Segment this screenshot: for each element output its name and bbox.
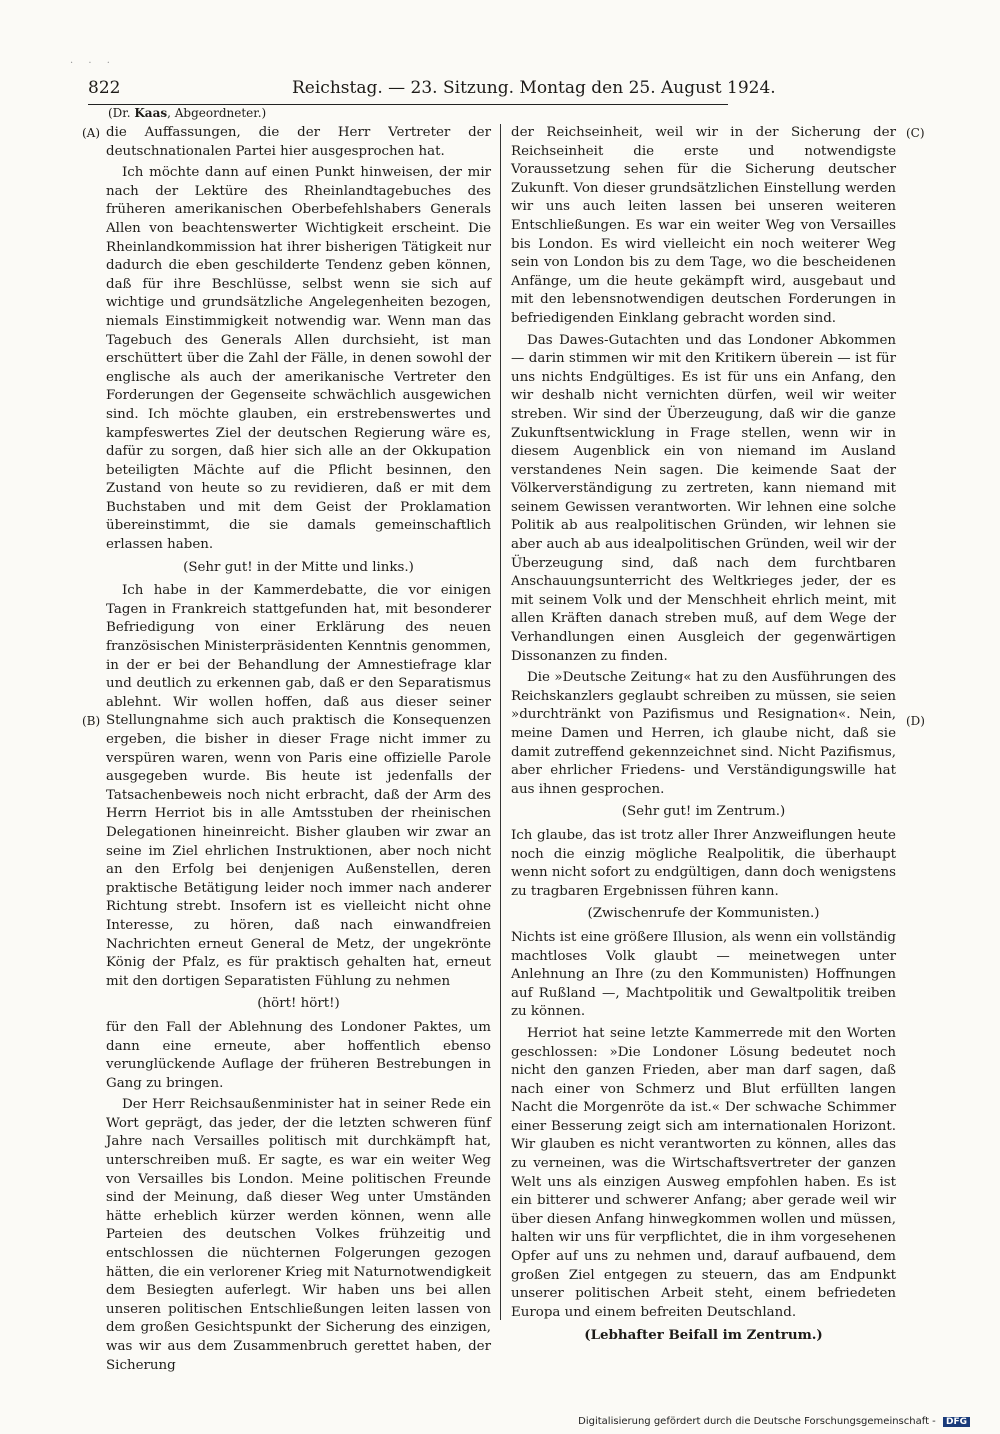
dfg-logo: DFG (943, 1417, 970, 1427)
page-header (88, 78, 776, 105)
margin-marker-d: (D) (906, 714, 925, 728)
column-divider (500, 124, 501, 1320)
interjection: (Zwischenrufe der Kommunisten.) (587, 906, 820, 922)
speaker-name: Kaas (134, 106, 168, 120)
interjection: (hört! hört!) (257, 996, 340, 1012)
speaker-role: , Abgeordneter.) (167, 106, 267, 120)
paragraph: Der Herr Reichsaußenminister hat in seiner Rede ein Wort geprägt, das jeder, der die letzten schweren fünf Jahre nach Versailles politisch mit durchkämpft hat, unterschreiben muß. Er sagte, es war ein weiter Weg von Versailles bis London. Meine politischen Freunde sind der Meinung, daß dieser Weg unter Umständen hätte erheblich kürzer werden können, wenn alle Parteien des deutschen Volkes frühzeitig und entschlossen die nüchternen Folgerungen gezogen hätten, die ein verlorener Krieg mit Naturnotwendigkeit dem Besiegten auferlegt. Wir haben uns bei allen unseren politischen Entschließungen leiten lassen von dem großen Gesichtspunkt der Sicherung des einzigen, was wir aus dem Zusammenbruch gerettet haben, der Sicherung (106, 1097, 491, 1373)
running-title: Reichstag. — 23. Sitzung. Montag den 25. August 1924. (292, 78, 776, 98)
footer-credit (578, 1416, 970, 1427)
paragraph: Ich habe in der Kammerdebatte, die vor einigen Tagen in Frankreich stattgefunden hat, mit besonderer Befriedigung von einer Erklärung des neuen französischen Ministerpräsidenten Kenntnis genommen, in der er bei der Behandlung der Amnestiefrage klar und deutlich zu erkennen gab, daß er den Separatismus ablehnt. Wir wollen hoffen, daß aus dieser seiner Stellungnahme sich auch praktisch die Konsequenzen ergeben, die bisher in dieser Frage nicht immer zu verspüren waren, wenn von Paris eine offizielle Parole ausgegeben wurde. Bis heute ist jedenfalls der Tatsachenbeweis noch nicht erbracht, daß der Arm des Herrn Herriot bis in alle Amtsstuben der rheinischen Delegationen hineinreicht. Bisher glauben wir zwar an seine im Ziel ehrlichen Instruktionen, aber noch nicht an den Erfolg bei denjenigen Außenstellen, deren praktische Betätigung leider noch immer nach anderer Richtung strebt. Insofern ist es vielleicht nicht ohne Interesse, zu hören, daß nach einwandfreien Nachrichten erneut General de Metz, der ungekrönte König der Pfalz, es für praktisch gehalten hat, erneut mit den dortigen Separatisten Fühlung zu nehmen (106, 583, 491, 989)
credit-text: Digitalisierung gefördert durch die Deutsche Forschungsgemeinschaft - (578, 1416, 936, 1427)
paragraph: die Auffassungen, die der Herr Vertreter der deutschnationalen Partei hier ausgesprochen hat. (106, 125, 491, 159)
speaker-prefix: (Dr. (108, 106, 131, 120)
paragraph: Das Dawes-Gutachten und das Londoner Abkommen — darin stimmen wir mit den Kritikern überein — ist für uns nichts Endgültiges. Es ist für uns ein Anfang, den wir deshalb nicht vernichten dürfen, weil wir weiter streben. Wir sind der Überzeugung, daß wir die ganze Zukunftsentwicklung in Frage stellen, wenn wir in diesem Augenblick ein von niemand im Ausland verstandenes Nein sagen. Die keimende Saat der Völkerverständigung zu zertreten, kann niemand mit seinem Gewissen verantworten. Wir lehnen eine solche Politik ab aus realpolitischen Gründen, wir lehnen sie aber auch ab aus idealpolitischen Gründen, weil wir der Überzeugung sind, daß nach dem furchtbaren Anschauungsunterricht des Weltkrieges jeder, der es mit seinem Volk und der Menschheit ehrlich meint, mit allen Kräften danach streben muß, auf dem Wege der Verhandlungen einen Ausgleich der gegenwärtigen Dissonanzen zu finden. (511, 332, 896, 664)
interjection: (Lebhafter Beifall im Zentrum.) (584, 1327, 823, 1344)
margin-marker-b: (B) (82, 714, 101, 728)
page-number: 822 (88, 78, 121, 98)
margin-marker-c: (C) (906, 126, 925, 140)
paragraph: Ich möchte dann auf einen Punkt hinweisen, der mir nach der Lektüre des Rheinlandtagebuches des früheren amerikanischen Oberbefehlshabers Generals Allen von beachtenswerter Wichtigkeit erscheint. Die Rheinlandkommission hat ihrer bisherigen Tätigkeit nur dadurch die eben geschilderte Tendenz geben können, daß für ihre Beschlüsse, selbst wenn sie sich auf wichtige und grundsätzliche Angelegenheiten bezogen, niemals Einstimmigkeit notwendig war. Wenn man das Tagebuch des Generals Allen durchsieht, ist man erschüttert über die Zahl der Fälle, in denen sowohl der englische als auch der amerikanische Vertreter den Forderungen der Gegenseite schwächlich ausgewichen sind. Ich möchte glauben, ein erstrebenswertes und kampfeswertes Ziel der deutschen Regierung wäre es, dafür zu sorgen, daß hier sich alle an der Okkupation beteiligten Mächte auf die Pflicht besinnen, den Zustand von heute so zu revidieren, daß er mit dem Buchstaben und mit dem Geist der Proklamation übereinstimmt, die sie damals gemeinschaftlich erlassen haben. (106, 165, 491, 553)
right-column (511, 124, 896, 1344)
scan-marks: · · · (70, 58, 116, 69)
interjection: (Sehr gut! in der Mitte und links.) (183, 559, 414, 575)
paragraph: Die »Deutsche Zeitung« hat zu den Ausführungen des Reichskanzlers geglaubt schreiben zu müssen, sie seien »durchtränkt von Pazifismus und Resignation«. Nein, meine Damen und Herren, ich glaube nicht, daß sie damit zutreffend gekennzeichnet sind. Nicht Pazifismus, aber ehrlicher Friedens- und Verständigungswille hat aus ihnen gesprochen. (511, 670, 896, 797)
interjection: (Sehr gut! im Zentrum.) (621, 804, 786, 820)
margin-marker-a: (A) (82, 126, 101, 140)
paragraph: Herriot hat seine letzte Kammerrede mit den Worten geschlossen: »Die Londoner Lösung bedeutet noch nicht den ganzen Frieden, aber man darf sagen, daß nach einer von Schmerz und Blut erfüllten langen Nacht die Morgenröte da ist.« Der schwache Schimmer einer Besserung zeigt sich am internationalen Horizont. Wir glauben es nicht verantworten zu können, alles das zu verneinen, was die Wirtschaftsvertreter der ganzen Welt uns als einzigen Ausweg empfohlen haben. Es ist ein bitterer und schwerer Anfang; aber gerade weil wir über diesen Anfang hinwegkommen wollen und müssen, halten wir uns für verpflichtet, die in ihm vorgesehenen Opfer auf uns zu nehmen und, darauf aufbauend, dem großen Ziel entgegen zu steuern, das am Endpunkt unserer politischen Arbeit steht, einem befriedeten Europa und einem befreiten Deutschland. (511, 1025, 896, 1320)
left-column (106, 124, 491, 1373)
paragraph: Nichts ist eine größere Illusion, als wenn ein vollständig machtloses Volk glaubt — meinetwegen unter Anlehnung an Ihre (zu den Kommunisten) Hoffnungen auf Rußland —, Machtpolitik und Gewaltpolitik treiben zu können. (511, 929, 896, 1020)
paragraph: der Reichseinheit, weil wir in der Sicherung der Reichseinheit die erste und notwendigste Voraussetzung sehen für die Sicherung deutscher Zukunft. Von dieser grundsätzlichen Einstellung werden wir uns auch leiten lassen bei unseren weiteren Entschließungen. Es war ein weiter Weg von Versailles bis London. Es wird vielleicht ein noch weiterer Weg sein von London bis zu dem Tage, wo die bescheidenen Anfänge, um die heute gekämpft wird, ausgebaut und mit den lebensnotwendigen deutschen Forderungen in befriedigenden Einklang gebracht worden sind. (511, 125, 896, 326)
paragraph: für den Fall der Ablehnung des Londoner Paktes, um dann eine erneute, aber hoffentlich ebenso verunglückende Auflage der früheren Bestrebungen in Gang zu bringen. (106, 1019, 491, 1091)
speaker-line (108, 106, 266, 120)
paragraph: Ich glaube, das ist trotz aller Ihrer Anzweiflungen heute noch die einzig mögliche Realpolitik, die überhaupt wenn nicht sofort zu endgültigen, dann doch wenigstens zu tragbaren Ergebnissen führen kann. (511, 827, 896, 899)
